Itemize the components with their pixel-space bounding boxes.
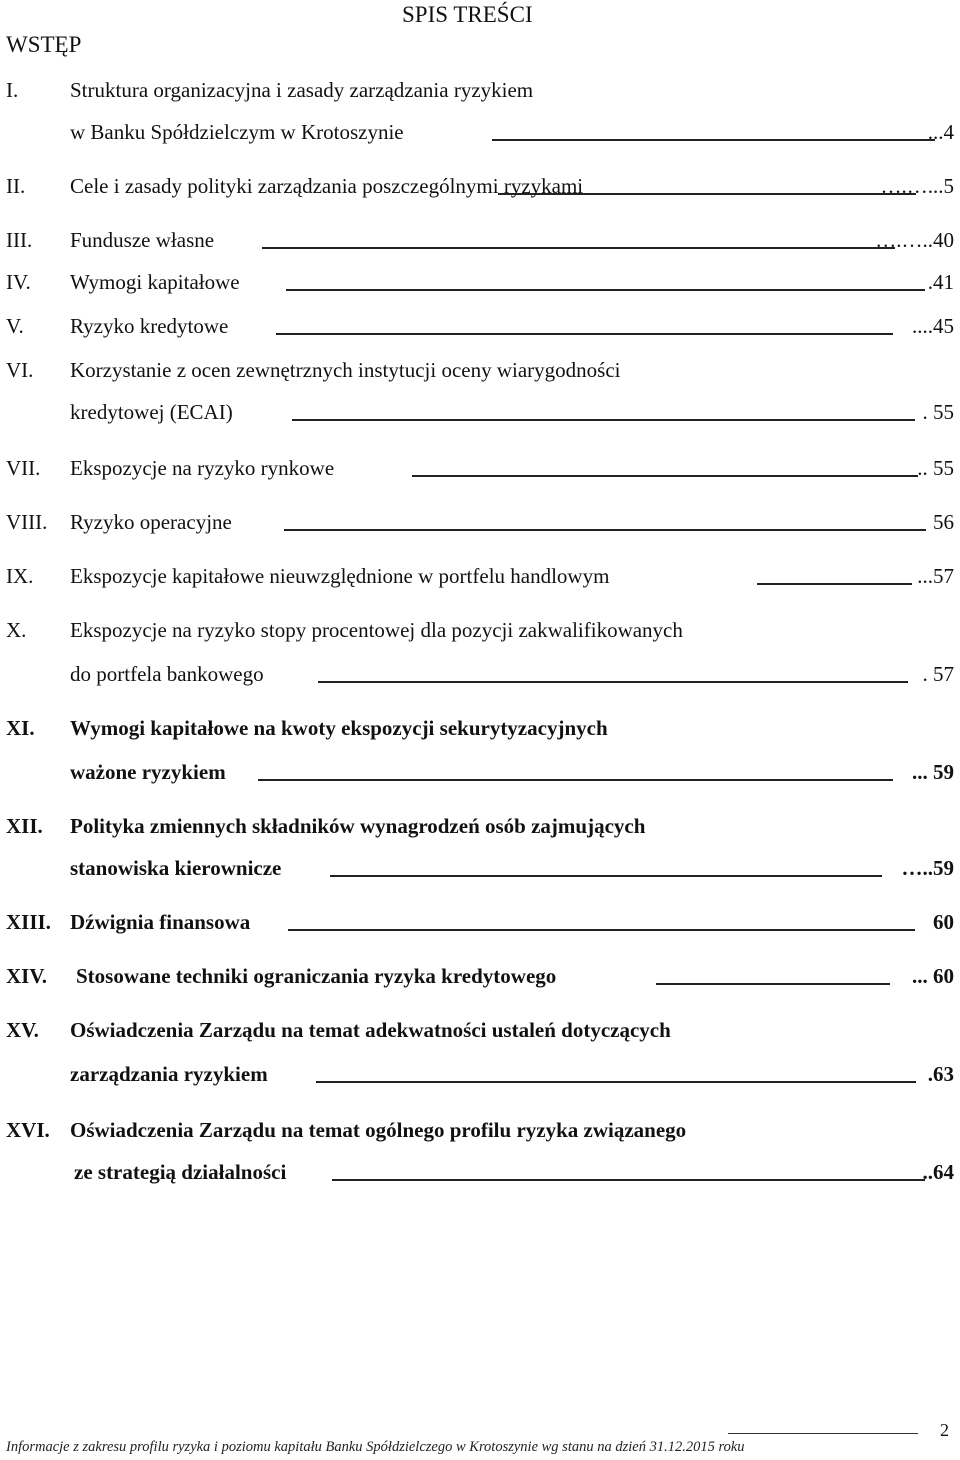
- toc-page-number: ..64: [922, 1160, 954, 1184]
- toc-entry-title-line: Ryzyko kredytowe: [70, 314, 229, 338]
- toc-entry-title-line: Ryzyko operacyjne: [70, 510, 232, 534]
- toc-leader-line: [330, 875, 882, 877]
- toc-page-number: ...4: [927, 120, 954, 144]
- toc-leader-line: [284, 529, 926, 531]
- toc-entry-title-line: Ekspozycje kapitałowe nieuwzględnione w portfelu handlowym: [70, 564, 610, 588]
- toc-entry-title-line: Wymogi kapitałowe na kwoty ekspozycji sekurytyzacyjnych: [70, 716, 608, 740]
- toc-entry-title-line: Ekspozycje na ryzyko stopy procentowej dla pozycji zakwalifikowanych: [70, 618, 683, 642]
- toc-entry-title-line: stanowiska kierownicze: [70, 856, 282, 880]
- toc-page-number: …..59: [901, 856, 954, 880]
- toc-entry-number: X.: [6, 618, 27, 642]
- toc-entry-title-line: Polityka zmiennych składników wynagrodzeń osób zajmujących: [70, 814, 646, 838]
- toc-page-number: ... 59: [912, 760, 954, 784]
- toc-leader-line: [262, 247, 895, 249]
- toc-entry-title-line: Struktura organizacyjna i zasady zarządzania ryzykiem: [70, 78, 534, 102]
- toc-leader-line: [492, 139, 935, 141]
- toc-entry-number: XIII.: [6, 910, 51, 934]
- toc-leader-line: [412, 475, 918, 477]
- toc-page-number: ...57: [917, 564, 954, 588]
- footer-text: Informacje z zakresu profilu ryzyka i poziomu kapitału Banku Spółdzielczego w Krotoszynie wg stanu na dzień 31.12.2015 roku: [6, 1439, 745, 1455]
- toc-entry-title-line: ze strategią działalności: [74, 1160, 287, 1184]
- toc-entry-title-line: Fundusze własne: [70, 228, 215, 252]
- toc-entry-title-line: ważone ryzykiem: [70, 760, 226, 784]
- toc-entry-title-line: kredytowej (ECAI): [70, 400, 233, 424]
- toc-page-number: . 55: [922, 400, 954, 424]
- toc-leader-line: [757, 583, 912, 585]
- toc-page-number: ....45: [912, 314, 954, 338]
- toc-leader-line: [656, 983, 890, 985]
- toc-entry-number: IX.: [6, 564, 34, 588]
- toc-page-number: ….…..40: [875, 228, 954, 252]
- toc-leader-line: [316, 1081, 916, 1083]
- toc-leader-line: [318, 681, 908, 683]
- toc-page-number: ... 60: [912, 964, 954, 988]
- toc-entry-title-line: Stosowane techniki ograniczania ryzyka kredytowego: [76, 964, 557, 988]
- toc-entry-title-line: do portfela bankowego: [70, 662, 264, 686]
- toc-entry-number: XIV.: [6, 964, 48, 988]
- toc-leader-line: [498, 193, 916, 195]
- toc-entry-title-line: Wymogi kapitałowe: [70, 270, 240, 294]
- toc-leader-line: [258, 779, 893, 781]
- intro-heading: WSTĘP: [6, 32, 82, 57]
- toc-entry-number: V.: [6, 314, 24, 338]
- toc-entry-number: XI.: [6, 716, 35, 740]
- toc-entry-number: VIII.: [6, 510, 48, 534]
- toc-page-number: .63: [927, 1062, 954, 1086]
- toc-leader-line: [288, 929, 915, 931]
- toc-entry-title-line: Dźwignia finansowa: [70, 910, 251, 934]
- toc-entry-title-line: Oświadczenia Zarządu na temat ogólnego profilu ryzyka związanego: [70, 1118, 687, 1142]
- toc-entry-number: XV.: [6, 1018, 39, 1042]
- toc-page-number: 60: [933, 910, 954, 934]
- toc-leader-line: [332, 1179, 925, 1181]
- toc-entry-title-line: Korzystanie z ocen zewnętrznych instytucji oceny wiarygodności: [70, 358, 621, 382]
- toc-page-number: 56: [933, 510, 954, 534]
- toc-entry-number: XVI.: [6, 1118, 50, 1142]
- page-title: SPIS TREŚCI: [402, 2, 533, 27]
- toc-leader-line: [276, 333, 893, 335]
- toc-page-number: .. 55: [917, 456, 954, 480]
- toc-leader-line: [286, 289, 925, 291]
- toc-entry-number: I.: [6, 78, 19, 102]
- toc-entry-title-line: Ekspozycje na ryzyko rynkowe: [70, 456, 335, 480]
- toc-entry-number: IV.: [6, 270, 31, 294]
- toc-page-number: .41: [927, 270, 954, 294]
- toc-entry-title-line: Oświadczenia Zarządu na temat adekwatności ustaleń dotyczących: [70, 1018, 671, 1042]
- toc-page-number: ….…...5: [880, 174, 954, 198]
- page-number: 2: [940, 1420, 949, 1440]
- toc-entry-number: VI.: [6, 358, 34, 382]
- toc-entry-title-line: Cele i zasady polityki zarządzania poszczególnymi ryzykami: [70, 174, 584, 198]
- toc-page-number: . 57: [922, 662, 954, 686]
- toc-entry-number: II.: [6, 174, 26, 198]
- footer-rule: [728, 1433, 918, 1434]
- toc-entry-number: III.: [6, 228, 33, 252]
- toc-leader-line: [292, 419, 915, 421]
- toc-entry-number: XII.: [6, 814, 43, 838]
- toc-entry-number: VII.: [6, 456, 41, 480]
- toc-entry-title-line: zarządzania ryzykiem: [70, 1062, 268, 1086]
- toc-entry-title-line: w Banku Spółdzielczym w Krotoszynie: [70, 120, 404, 144]
